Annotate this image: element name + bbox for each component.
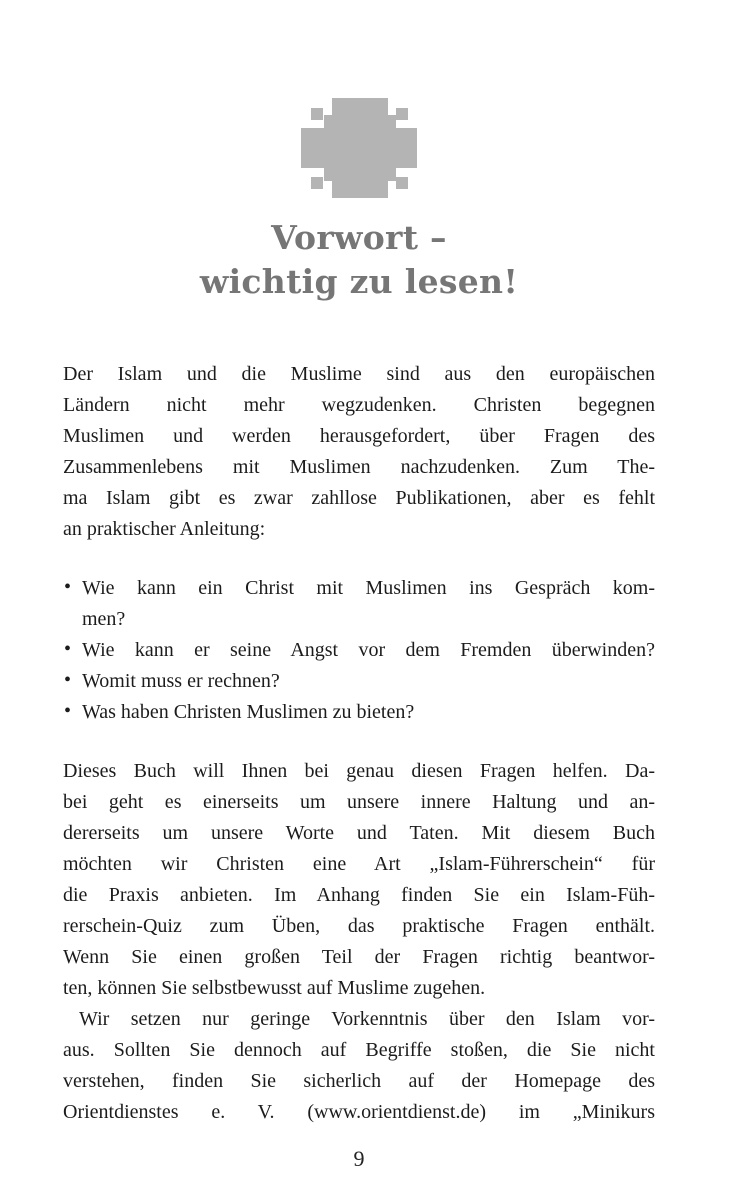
text-line: men?: [82, 608, 126, 630]
ornament-shape: [301, 98, 417, 198]
text-line: Wie kann er seine Angst vor dem Fremden überwinden?: [82, 639, 655, 661]
text-line: rerschein-Quiz zum Üben, das praktische Fragen enthält.: [63, 915, 655, 937]
paragraph: [63, 1004, 655, 1128]
body-text: [63, 359, 655, 1128]
heading-line: Vorwort –: [271, 218, 447, 257]
text-line: Dieses Buch will Ihnen bei genau diesen Fragen helfen. Da-: [63, 760, 655, 782]
text-line: dererseits um unsere Worte und Taten. Mit diesem Buch: [63, 822, 655, 844]
bullet-icon: •: [64, 700, 72, 722]
text-line: Womit muss er rechnen?: [82, 670, 280, 692]
bullet-item: [63, 635, 655, 666]
text-line: aus. Sollten Sie dennoch auf Begriffe stoßen, die Sie nicht: [63, 1039, 655, 1061]
text-line: möchten wir Christen eine Art „Islam-Führerschein“ für: [63, 853, 655, 875]
text-line: Was haben Christen Muslimen zu bieten?: [82, 701, 415, 723]
chapter-heading: [63, 216, 655, 304]
text-line: Zusammenlebens mit Muslimen nachzudenken. Zum The-: [63, 456, 655, 478]
text-line: verstehen, finden Sie sicherlich auf der Homepage des: [63, 1070, 655, 1092]
text-line: Wie kann ein Christ mit Muslimen ins Gespräch kom-: [82, 577, 655, 599]
text-line: Wenn Sie einen großen Teil der Fragen richtig beantwor-: [63, 946, 655, 968]
paragraph: [63, 756, 655, 1004]
bullet-icon: •: [64, 576, 72, 598]
text-line: Orientdienstes e. V. (www.orientdienst.de) im „Minikurs: [63, 1101, 655, 1123]
text-line: Wir setzen nur geringe Vorkenntnis über den Islam vor-: [79, 1008, 655, 1030]
bullet-item: [63, 666, 655, 697]
bullet-item: [63, 697, 655, 728]
heading-line: wichtig zu lesen!: [199, 262, 519, 301]
page-number: 9: [353, 1146, 365, 1171]
paragraph: [63, 359, 655, 545]
text-line: Muslimen und werden herausgefordert, über Fragen des: [63, 425, 655, 447]
text-line: an praktischer Anleitung:: [63, 518, 266, 540]
text-line: ten, können Sie selbstbewusst auf Muslime zugehen.: [63, 977, 486, 999]
bullet-list: [63, 573, 655, 728]
text-line: Ländern nicht mehr wegzudenken. Christen begegnen: [63, 394, 655, 416]
text-line: bei geht es einerseits um unsere innere Haltung und an-: [63, 791, 655, 813]
pixel-cross-ornament-icon: [301, 98, 417, 198]
bullet-icon: •: [64, 638, 72, 660]
bullet-item: [63, 573, 655, 635]
text-line: die Praxis anbieten. Im Anhang finden Sie ein Islam-Füh-: [63, 884, 655, 906]
bullet-icon: •: [64, 669, 72, 691]
text-line: Der Islam und die Muslime sind aus den europäischen: [63, 363, 655, 385]
text-line: ma Islam gibt es zwar zahllose Publikationen, aber es fehlt: [63, 487, 655, 509]
